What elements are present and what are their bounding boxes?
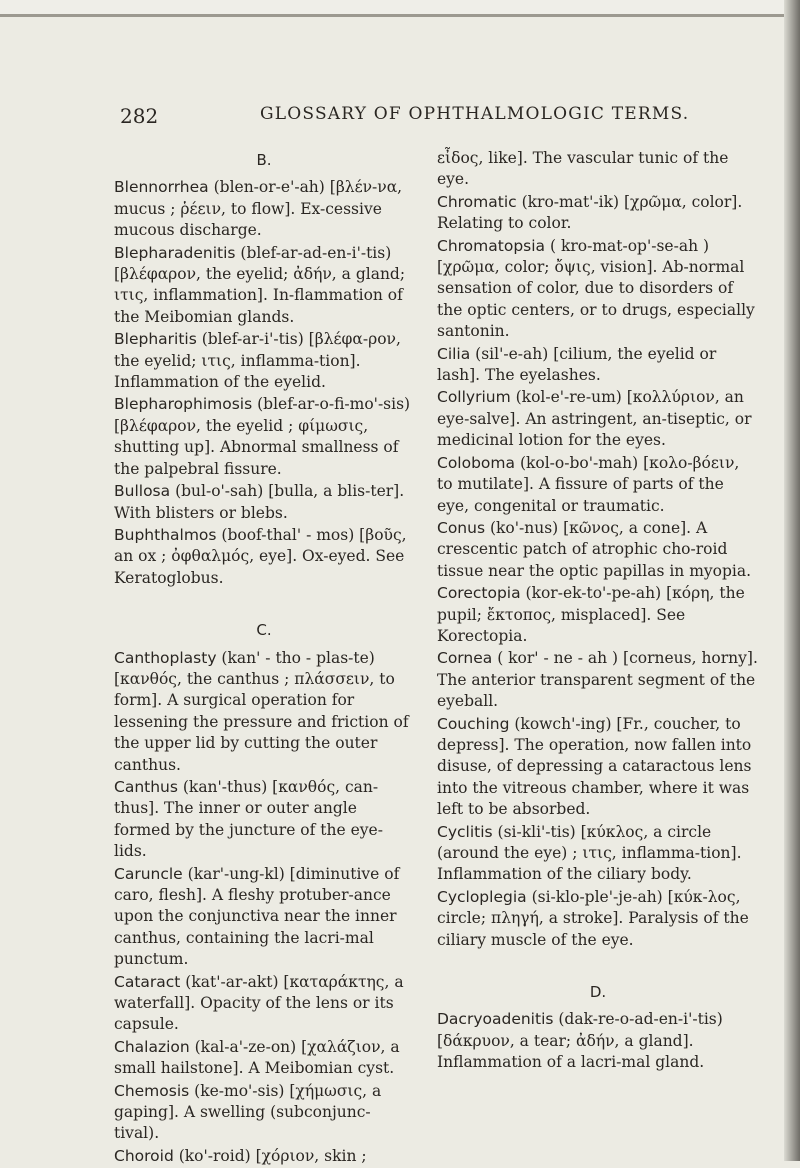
glossary-entry xyxy=(114,1146,414,1167)
entry-term: Conus xyxy=(437,518,486,537)
page-number: 282 xyxy=(120,104,159,128)
page-binding-shadow xyxy=(784,0,800,1161)
entry-term: Blennorrhea xyxy=(114,178,209,197)
glossary-entry xyxy=(437,714,759,821)
entry-definition: ( kro-mat-op'-se-ah ) [χρῶμα, color; ὄψις, vision]. Ab-normal sensation of color, due to disorders of the optic centers, or to drugs, especially santonin. xyxy=(437,236,755,341)
entry-term: Canthus xyxy=(114,777,178,796)
entry-term: Blepharitis xyxy=(114,330,197,349)
left-column xyxy=(114,148,414,1168)
glossary-entry xyxy=(114,243,414,329)
glossary-entry xyxy=(437,822,759,886)
glossary-entry xyxy=(437,887,759,951)
entry-term: Chromatic xyxy=(437,192,517,211)
glossary-entry xyxy=(114,777,414,863)
glossary-entry xyxy=(437,236,759,343)
glossary-entry xyxy=(114,177,414,241)
glossary-entry xyxy=(114,525,414,589)
entry-definition: (blen-or-e'-ah) [βλέν-να, mucus ; ῥέειν, to flow]. Ex-cessive mucous discharge. xyxy=(114,178,403,240)
glossary-entry xyxy=(437,518,759,582)
entry-term: Cycloplegia xyxy=(437,887,527,906)
entry-term: Dacryoadenitis xyxy=(437,1010,554,1029)
entry-term: Chromatopsia xyxy=(437,236,546,255)
entry-definition: (boof-thal' - mos) [βοῦς, an ox ; ὀφθαλμός, eye]. Ox-eyed. See Keratoglobus. xyxy=(114,525,407,587)
entry-definition: (kowch'-ing) [Fr., coucher, to depress]. The operation, now fallen into disuse, of depressing a cataractous lens into the vitreous chamber, where it was left to be absorbed. xyxy=(437,714,752,819)
section-heading-b: B. xyxy=(256,151,272,169)
entry-definition: ( kor' - ne - ah ) [corneus, horny]. The anterior transparent segment of the eyeball. xyxy=(437,649,758,711)
entry-definition: (kol-e'-re-um) [κολλύριον, an eye-salve]. An astringent, an-tiseptic, or medicinal lotion for the eyes. xyxy=(437,388,752,450)
glossary-entry xyxy=(437,453,759,517)
entry-term: Choroid xyxy=(114,1146,174,1165)
glossary-entry xyxy=(114,864,414,971)
entry-term: Couching xyxy=(437,714,510,733)
entry-term: Chalazion xyxy=(114,1037,190,1056)
entry-definition: (dak-re-o-ad-en-i'-tis) [δάκρυον, a tear; ἀδήν, a gland]. Inflammation of a lacri-mal gland. xyxy=(437,1010,723,1072)
entry-definition: (si-klo-ple'-je-ah) [κύκ-λος, circle; πληγή, a stroke]. Paralysis of the ciliary muscle of the eye. xyxy=(437,887,749,949)
glossary-entry xyxy=(437,648,759,712)
entry-definition: (kol-o-bo'-mah) [κολο-βόειν, to mutilate]. A fissure of parts of the eye, congenital or traumatic. xyxy=(437,453,740,515)
glossary-entry xyxy=(437,387,759,451)
entry-definition: (blef-ar-o-fi-mo'-sis) [βλέφαρον, the eyelid ; φίμωσις, shutting up]. Abnormal smallness of the palpebral fissure. xyxy=(114,395,411,478)
entry-definition: (blef-ar-i'-tis) [βλέφα-ρον, the eyelid; ιτις, inflamma-tion]. Inflammation of the eyelid. xyxy=(114,330,401,392)
glossary-entry xyxy=(114,648,414,776)
entry-term: Corectopia xyxy=(437,584,521,603)
section-heading-d: D. xyxy=(589,983,607,1002)
entry-definition: (kan'-thus) [κανθός, can-thus]. The inner or outer angle formed by the juncture of the eye-lids. xyxy=(114,777,383,861)
entry-definition: (kal-a'-ze-on) [χαλάζιον, a small hailstone]. A Meibomian cyst. xyxy=(114,1037,400,1078)
entries-b xyxy=(114,177,414,589)
glossary-entry xyxy=(437,148,759,191)
glossary-entry xyxy=(437,583,759,647)
section-heading-c: C. xyxy=(256,621,272,640)
entry-definition: (kro-mat'-ik) [χρῶμα, color]. Relating to color. xyxy=(437,192,743,233)
entry-term: Coloboma xyxy=(437,453,516,472)
entries-right-top xyxy=(437,148,759,951)
entries-c xyxy=(114,648,414,1168)
entry-term: Buphthalmos xyxy=(114,525,217,544)
entry-definition: (blef-ar-ad-en-i'-tis) [βλέφαρον, the eyelid; ἀδήν, a gland; ιτις, inflammation]. In-flammation of the Meibomian glands. xyxy=(114,243,406,326)
glossary-entry xyxy=(114,1037,414,1080)
entry-definition: εἶδος, like]. The vascular tunic of the eye. xyxy=(437,149,729,189)
entry-definition: (ke-mo'-sis) [χήμωσις, a gaping]. A swelling (subconjunc-tival). xyxy=(114,1081,382,1143)
entry-definition: (ko'-nus) [κῶνος, a cone]. A crescentic patch of atrophic cho-roid tissue near the optic papillas in myopia. xyxy=(437,518,752,580)
glossary-entry xyxy=(114,481,414,524)
entry-definition: (kor-ek-to'-pe-ah) [κόρη, the pupil; ἔκτοπος, misplaced]. See Korectopia. xyxy=(437,584,745,645)
entry-definition: (si-kli'-tis) [κύκλος, a circle (around the eye) ; ιτις, inflamma-tion]. Inflammation of the ciliary body. xyxy=(437,822,742,884)
entry-definition: (bul-o'-sah) [bulla, a blis-ter]. With blisters or blebs. xyxy=(114,482,405,522)
entry-term: Cataract xyxy=(114,972,181,991)
entry-definition: (kar'-ung-kl) [diminutive of caro, flesh]. A fleshy protuber-ance upon the conjunctiva near the inner canthus, containing the lacri-mal punctum. xyxy=(114,864,400,969)
entries-d xyxy=(437,1009,759,1073)
entry-term: Blepharadenitis xyxy=(114,243,236,262)
glossary-entry xyxy=(437,192,759,235)
page-top-edge xyxy=(0,0,800,17)
right-column xyxy=(437,148,759,1075)
entry-term: Cornea xyxy=(437,649,493,668)
glossary-entry xyxy=(437,344,759,387)
entry-term: Canthoplasty xyxy=(114,648,217,667)
entry-definition: (kan' - tho - plas-te) [κανθός, the canthus ; πλάσσειν, to form]. A surgical operation for lessening the pressure and friction of the upper lid by cutting the outer canthus. xyxy=(114,648,409,774)
entry-definition: (sil'-e-ah) [cilium, the eyelid or lash]. The eyelashes. xyxy=(437,344,717,385)
entry-definition: (ko'-roid) [χόριον, skin ; xyxy=(173,1146,367,1165)
running-title: GLOSSARY OF OPHTHALMOLOGIC TERMS. xyxy=(260,104,690,124)
entry-term: Cyclitis xyxy=(437,822,493,841)
glossary-entry xyxy=(114,972,414,1036)
entry-term: Caruncle xyxy=(114,864,183,883)
entry-term: Cilia xyxy=(437,344,471,363)
entry-term: Collyrium xyxy=(437,388,511,407)
glossary-entry xyxy=(114,394,414,480)
entry-term: Blepharophimosis xyxy=(114,395,253,414)
entry-term: Bullosa xyxy=(114,482,171,501)
entry-term: Chemosis xyxy=(114,1081,190,1100)
glossary-entry xyxy=(114,329,414,393)
glossary-entry xyxy=(114,1081,414,1145)
glossary-entry xyxy=(437,1009,759,1073)
entry-definition: (kat'-ar-akt) [καταράκτης, a waterfall]. Opacity of the lens or its capsule. xyxy=(114,972,404,1034)
